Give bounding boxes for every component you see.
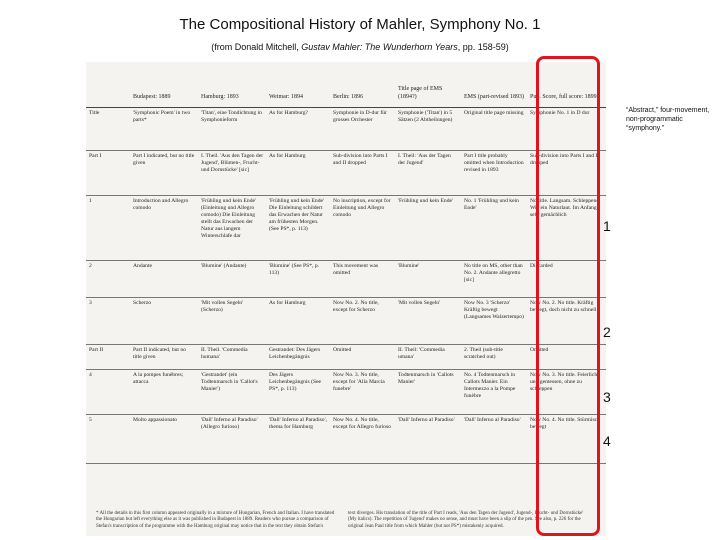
table-cell: No title on MS, other than No. 2. Andante allegretto [sic] <box>461 261 527 298</box>
table-cell: Scherzo <box>130 298 198 345</box>
table-cell: Part I indicated, but no title given <box>130 151 198 196</box>
table-row <box>86 415 606 464</box>
table-row <box>86 345 606 370</box>
table-cell: Symphonie in D-dur für grosses Orchester <box>330 108 395 151</box>
table-cell: As for Hamburg? <box>266 108 330 151</box>
column-header: Pub. Score, full score: 1899 <box>527 62 606 108</box>
row-label: 3 <box>86 298 130 345</box>
column-header: Budapest: 1889 <box>130 62 198 108</box>
table-cell: 'Blumine' <box>395 261 461 298</box>
table-row <box>86 261 606 298</box>
table-cell: Now No. 2. No title, except for Scherzo <box>330 298 395 345</box>
column-header: Hamburg: 1893 <box>198 62 266 108</box>
table-cell: Symphonie ('Titan') in 5 Sätzen (2 Abtheilungen) <box>395 108 461 151</box>
table-cell: II. Theil. 'Commedia humana' <box>198 345 266 370</box>
table-cell: Omitted <box>527 345 606 370</box>
table-cell: Discarded <box>527 261 606 298</box>
table-cell: No. 4 Todtenmarsch in Callots Manier. Ein Intermezzo a la Pompe funèbre <box>461 370 527 415</box>
table-cell: 'Frühling und kein Ende' Die Einleitung schildert das Erwachen der Natur am frühesten Morgen. (See PS*, p. 113) <box>266 196 330 261</box>
column-header <box>86 62 130 108</box>
table-cell: 'Symphonic Poem' in two parts* <box>130 108 198 151</box>
footnote-left: * All the details in this first column appeared originally in a mixture of Hungarian, French and Italian. I have translated the Hungarian but left everything else as it was published in Budapest in 1889. Readers who pursue a comparison of Stefan's transcription of the programme with the Hamburg original may notice that in the text they obtain Stefan's <box>96 510 335 529</box>
highlight-box <box>536 56 600 536</box>
table-cell: 'Titan', eine Tondichtung in Symphonieform <box>198 108 266 151</box>
table-cell: This movement was omitted <box>330 261 395 298</box>
movement-marker-3: 3 <box>603 389 611 405</box>
table-cell: Andante <box>130 261 198 298</box>
table-cell: 'Gestrandet' (ein Todtenmarsch in 'Callot's Manier') <box>198 370 266 415</box>
table-cell: Now No. 2. No title. Kräftig bewegt, doch nicht zu schnell <box>527 298 606 345</box>
table-cell: 'Blumine' (Andante) <box>198 261 266 298</box>
row-label: 2 <box>86 261 130 298</box>
footnote-right: text diverges. His translation of the title of Part I reads, 'Aus den Tagen der Jugend', Jugend-, Frucht- und Dornstücke' (My italics). The repetition of 'Jugend' makes no sense, and must have been a slip of the pen. See also, p. 226 for the original Jean Paul title from which Mahler (but not PS*) mistakenly acquired. <box>347 510 584 529</box>
table-cell: Now No. 3. No title, except for 'Alla Marcia funebre' <box>330 370 395 415</box>
column-header: Title page of EMS (1894?) <box>395 62 461 108</box>
table-cell: I. Theil. 'Aus den Tagen der Jugend', Blümen-, Frucht- und Dornstücke' [sic] <box>198 151 266 196</box>
annotation-text: “Abstract,” four-movement, non-programmatic “symphony.” <box>626 107 710 133</box>
table-cell: No title. Langsam. Schleppend. Wie ein Naturlaut. Im Anfang sehr gemächlich <box>527 196 606 261</box>
table-cell: 'Dall' Inferno al Paradiso', thema for Hamburg <box>266 415 330 464</box>
table-cell: 'Frühling und kein Ende' <box>395 196 461 261</box>
table-row <box>86 196 606 261</box>
row-label: 1 <box>86 196 130 261</box>
movement-marker-2: 2 <box>603 324 611 340</box>
table-cell: Now No. 3 'Scherzo' Kräftig bewegt (Langsames Walzertempo) <box>461 298 527 345</box>
table-row <box>86 108 606 151</box>
table-cell: 2. Theil (sub-title scratched out) <box>461 345 527 370</box>
table-cell: Introduction and Allegro comodo <box>130 196 198 261</box>
page-subtitle <box>0 42 720 52</box>
table-cell: 'Mit vollen Segeln' (Scherzo) <box>198 298 266 345</box>
row-label: 4 <box>86 370 130 415</box>
table-cell: Des Jägers Leichenbegängnis (See PS*, p. 113) <box>266 370 330 415</box>
table-cell: II. Theil: 'Commedia umana' <box>395 345 461 370</box>
table-row <box>86 370 606 415</box>
compositional-history-table <box>86 62 606 464</box>
table-cell: I. Theil: 'Aus der Tagen der Jugend' <box>395 151 461 196</box>
subtitle-book-title: Gustav Mahler: The Wunderhorn Years <box>301 42 458 52</box>
movement-marker-4: 4 <box>603 433 611 449</box>
footnote <box>96 511 600 531</box>
row-label: Title <box>86 108 130 151</box>
table-cell: Original title page missing <box>461 108 527 151</box>
table-header-row <box>86 62 606 108</box>
row-label: Part I <box>86 151 130 196</box>
subtitle-suffix: , pp. 158-59) <box>457 42 509 52</box>
table-cell: 'Dall' Inferno al Paradiso' <box>461 415 527 464</box>
scanned-table-page <box>86 62 606 536</box>
table-cell: 'Mit vollen Segeln' <box>395 298 461 345</box>
table-cell: 'Blumine' (See PS*, p. 113) <box>266 261 330 298</box>
page-title: The Compositional History of Mahler, Symphony No. 1 <box>179 16 541 33</box>
table-cell: Now No. 4. No title, except for Allegro furioso <box>330 415 395 464</box>
row-label: Part II <box>86 345 130 370</box>
table-cell: 'Frühling und kein Ende' (Einleitung und Allegro comodo) Die Einleitung stellt das Erwachen der Natur aus langem Winterschlafe dar <box>198 196 266 261</box>
table-row <box>86 298 606 345</box>
table-cell: Omitted <box>330 345 395 370</box>
table-cell: As for Hamburg <box>266 298 330 345</box>
subtitle-prefix: (from Donald Mitchell, <box>211 42 302 52</box>
table-cell: Todtenmarsch in 'Callots Manier' <box>395 370 461 415</box>
table-cell: A la pompes funèbres; attacca <box>130 370 198 415</box>
table-cell: 'Dall' Inferno al Paradiso' <box>395 415 461 464</box>
table-cell: Gestrandet: Des Jägers Leichenbegängnis <box>266 345 330 370</box>
table-cell: No inscription, except for Einleitung und Allegro comodo <box>330 196 395 261</box>
table-cell: Part II indicated, but no title given <box>130 345 198 370</box>
table-cell: Sub-division into Parts I and II dropped <box>330 151 395 196</box>
table-cell: 'Dall' Inferno al Paradiso' (Allegro furioso) <box>198 415 266 464</box>
row-label: 5 <box>86 415 130 464</box>
table-cell: As for Hamburg <box>266 151 330 196</box>
table-cell: Part I title probably omitted when Introduction revised in 1893 <box>461 151 527 196</box>
column-header: Weimar: 1894 <box>266 62 330 108</box>
table-cell: Now No. 3. No title. Feierlich und gemessen, ohne zu schleppen <box>527 370 606 415</box>
table-cell: Molto appassionato <box>130 415 198 464</box>
column-header: Berlin: 1896 <box>330 62 395 108</box>
table-cell: Sub-division into Parts I and II dropped <box>527 151 606 196</box>
table-cell: Symphonie No. 1 in D dur <box>527 108 606 151</box>
table-row <box>86 151 606 196</box>
table-cell: Now No. 4. No title. Stürmisch bewegt <box>527 415 606 464</box>
column-header: EMS (part-revised 1893) <box>461 62 527 108</box>
table-cell: No. 1 'Frühling und kein Ende' <box>461 196 527 261</box>
movement-marker-1: 1 <box>603 218 611 234</box>
